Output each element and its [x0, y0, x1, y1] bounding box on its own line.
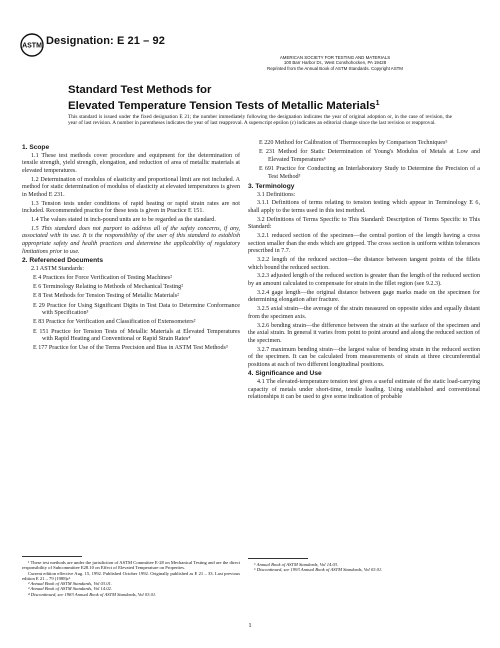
- paragraph-1-1: 1.1 These test methods cover procedure and equipment for the determination of tensile strength, yield strength, elongation, and reduction of area of metallic materials at elevated temperatures.: [22, 152, 240, 174]
- paragraph-4-1: 4.1 The elevated-temperature tension test gives a useful estimate of the static load-carrying capacity of metals under short-time, tensile loading. Using established and conventional relationships it can be used to give some indication of probable: [248, 379, 480, 401]
- paragraph-3-2-3: 3.2.3 adjusted length of the reduced section is greater than the length of the reduced section by an amount calculated to compensate for strain in the fillet region (see 9.2.3).: [248, 273, 480, 287]
- paragraph-3-1-1: 3.1.1 Definitions of terms relating to tension testing which appear in Terminology E 6, shall apply to the terms used in this test method.: [248, 200, 480, 214]
- footnote-3: ³ Annual Book of ASTM Standards, Vol 14.02.: [28, 586, 112, 592]
- reference-item: E 83 Practice for Verification and Classification of Extensometers²: [33, 319, 196, 326]
- reference-item: E 151 Practice for Tension Tests of Metallic Materials at Elevated Temperatures with Rapid Heating and Conventional or Rapid Strain Rates⁴: [33, 328, 240, 343]
- document-title: [68, 84, 468, 113]
- title-line-2: Elevated Temperature Tension Tests of Metallic Materials$^1$: [68, 100, 380, 112]
- paragraph-1-2: 1.2 Determination of modulus of elasticity and proportional limit are not included. A method for static determination of modulus of elasticity at elevated temperatures is given in Method E 231.: [22, 176, 240, 198]
- reference-item: E 177 Practice for Use of the Terms Precision and Bias in ASTM Test Methods³: [33, 345, 228, 352]
- title-footnote-mark: 1: [375, 100, 380, 107]
- paragraph-1-4: 1.4 The values stated in inch-pound units are to be regarded as the standard.: [31, 217, 216, 224]
- paragraph-3-2-7: 3.2.7 maximum bending strain—the largest value of bending strain in the reduced section of the specimen. It can be calculated from measurements of strain at three circumferential positions at each of two different longitudinal positions.: [248, 346, 480, 368]
- section-heading-terminology: 3. Terminology: [248, 182, 295, 190]
- page-number: 1: [248, 622, 252, 629]
- paragraph-1-5: 1.5 This standard does not purport to address all of the safety concerns, if any, associated with its use. It is the responsibility of the user of this standard to establish appropriate safety and health practices and determine the applicability of regulatory limitations prior to use.: [22, 225, 240, 255]
- left-column: [22, 144, 240, 355]
- footnotes-left: [22, 560, 240, 597]
- publisher-line: Reprinted from the Annual Book of ASTM Standards. Copyright ASTM: [267, 65, 403, 71]
- footnote-1: ¹ These test methods are under the jurisdiction of ASTM Committee E-28 on Mechanical Testing and are the direct responsibility of Subcommittee E28.10 on Effect of Elevated Temperature on Properties.: [22, 560, 240, 571]
- footnote-2: ² Annual Book of ASTM Standards, Vol 03.01.: [28, 581, 112, 587]
- right-column: [248, 140, 480, 403]
- footnote-5: ⁵ Annual Book of ASTM Standards, Vol 14.03.: [254, 562, 339, 567]
- paragraph-2-1: 2.1 ASTM Standards:: [31, 266, 84, 273]
- paragraph-1-3: 1.3 Tension tests under conditions of rapid heating or rapid strain rates are not included. Recommended practice for these tests is given in Practice E 151.: [22, 200, 240, 215]
- reference-item: E 6 Terminology Relating to Methods of Mechanical Testing²: [33, 284, 184, 291]
- reference-item: E 231 Method for Static Determination of Young's Modulus of Metals at Low and Elevated Temperatures⁶: [259, 149, 480, 163]
- reference-item: E 691 Practice for Conducting an Interlaboratory Study to Determine the Precision of a Test Method³: [259, 165, 480, 180]
- section-heading-scope: 1. Scope: [22, 144, 50, 151]
- preamble-note: This standard is issued under the fixed designation E 21; the number immediately following the designation indicates the year of original adoption or, in the case of revision, the year of last revision. A number in parentheses indicates the year of last reapproval. A superscript epsilon (ε) indicates an editorial change since the last revision or reapproval.: [68, 114, 452, 127]
- footnotes-right: [248, 562, 480, 573]
- footnote-4: ⁴ Discontinued, see 1983 Annual Book of ASTM Standards, Vol 03.01.: [28, 591, 157, 597]
- footnote-divider: [248, 558, 308, 559]
- reference-item: E 8 Test Methods for Tension Testing of Metallic Materials²: [33, 293, 179, 300]
- section-heading-significance: 4. Significance and Use: [248, 370, 322, 378]
- paragraph-3-2: 3.2 Definitions of Terms Specific to This Standard: Description of Terms Specific to This Standard:: [248, 216, 480, 231]
- paragraph-3-2-2: 3.2.2 length of the reduced section—the distance between tangent points of the fillets which bound the reduced section.: [248, 257, 480, 271]
- publisher-line: 100 Barr Harbor Dr., West Conshohocken, PA 19428: [283, 60, 387, 66]
- paragraph-3-2-6: 3.2.6 bending strain—the difference between the strain at the surface of the specimen and the axial strain. In general it varies from point to point around and along the reduced section of the specimen.: [248, 322, 480, 344]
- publisher-line: AMERICAN SOCIETY FOR TESTING AND MATERIALS: [279, 55, 391, 60]
- designation: Designation: E 21 – 92: [46, 35, 165, 47]
- title-line-1: Standard Test Methods for: [68, 84, 212, 96]
- reference-item: E 4 Practices for Force Verification of Testing Machines²: [33, 275, 172, 281]
- footnote-6: ⁶ Discontinued, see 1993 Annual Book of ASTM Standards, Vol 03.01.: [254, 567, 383, 573]
- paragraph-3-2-4: 3.2.4 gage length—the original distance between gage marks made on the specimen for determining elongation after fracture.: [248, 289, 480, 304]
- svg-text:ASTM: ASTM: [22, 42, 42, 50]
- reference-item: E 220 Method for Calibration of Thermocouples by Comparison Techniques⁵: [259, 140, 448, 146]
- reference-item: E 29 Practice for Using Significant Digits in Test Data to Determine Conformance with Specification³: [33, 302, 240, 317]
- paragraph-3-1: 3.1 Definitions:: [257, 191, 296, 198]
- paragraph-3-2-5: 3.2.5 axial strain—the average of the strain measured on opposite sides and equally distant from the specimen axis.: [248, 306, 480, 320]
- footnote-divider: [22, 556, 82, 557]
- astm-logo-icon: [20, 33, 44, 57]
- footnote-1-edition: Current edition effective Aug. 15, 1992. Published October 1992. Originally published as E 21 – 33. Last previous edition E 21 – 79 (1988)ε¹: [22, 570, 240, 581]
- paragraph-3-2-1: 3.2.1 reduced section of the specimen—the central portion of the length having a cross section smaller than the ends which are gripped. The cross section is uniform within tolerances prescribed in 7.7.: [248, 233, 480, 255]
- publisher-block: [200, 55, 470, 71]
- section-heading-referenced: 2. Referenced Documents: [22, 257, 103, 265]
